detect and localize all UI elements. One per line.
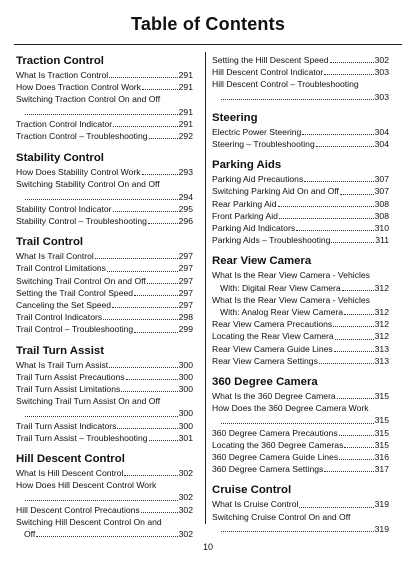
toc-page-number: 304 [374, 139, 389, 150]
section-heading: Cruise Control [212, 484, 292, 497]
toc-entry[interactable] [16, 395, 193, 419]
toc-page-number: 313 [374, 355, 389, 366]
dot-leader [25, 416, 178, 417]
toc-section [212, 375, 389, 475]
dot-leader [124, 475, 177, 476]
toc-entry[interactable] [16, 383, 193, 395]
dot-leader [113, 126, 177, 127]
dot-leader [324, 74, 373, 75]
toc-entry[interactable] [16, 118, 193, 130]
dot-leader [330, 62, 374, 63]
toc-entry-text: Trail Turn Assist – Troubleshooting [16, 432, 148, 443]
toc-entry[interactable] [212, 66, 389, 78]
toc-entry-text: Locating the Rear View Camera [212, 331, 334, 342]
toc-entry-line2 [16, 528, 193, 540]
toc-entry[interactable] [212, 198, 389, 210]
toc-entry[interactable] [212, 355, 389, 367]
toc-section [16, 344, 193, 444]
toc-entry-line2 [212, 91, 389, 103]
toc-entry[interactable] [212, 54, 389, 66]
toc-entry-text: Parking Aid Indicators [212, 223, 296, 234]
dot-leader [149, 138, 178, 139]
toc-page-number: 319 [374, 523, 389, 534]
dot-leader [141, 512, 178, 513]
toc-entry-text: Trail Control Limitations [16, 263, 106, 274]
toc-entry-text: Trail Turn Assist Indicators [16, 420, 117, 431]
dot-leader [302, 134, 373, 135]
toc-entry-line2 [16, 491, 193, 503]
toc-entry-text-cont: With: Analog Rear View Camera [220, 307, 344, 318]
toc-entry-text: What Is Traction Control [16, 70, 109, 80]
toc-entry-line2 [212, 414, 389, 426]
toc-entry-text: What Is Trail Turn Assist [16, 359, 109, 370]
dot-leader [342, 290, 374, 291]
toc-entry-line2 [212, 306, 389, 318]
toc-page-number: 315 [374, 415, 389, 426]
toc-page-number: 297 [178, 300, 193, 311]
dot-leader [109, 367, 177, 368]
dot-leader [344, 447, 373, 448]
toc-page-number: 302 [178, 492, 193, 503]
dot-leader [25, 114, 178, 115]
dot-leader [221, 99, 374, 100]
dot-leader [335, 339, 374, 340]
dot-leader [142, 174, 178, 175]
toc-entry[interactable] [16, 178, 193, 202]
toc-entry-text: Trail Turn Assist Limitations [16, 384, 121, 395]
toc-entry[interactable] [212, 126, 389, 138]
toc-page-number: 313 [374, 343, 389, 354]
toc-entry-line2 [16, 191, 193, 203]
toc-entry-text: Traction Control Indicator [16, 118, 113, 129]
toc-entry-text: Rear View Camera Settings [212, 355, 318, 366]
toc-page-number: 302 [374, 55, 389, 65]
toc-page-number: 300 [178, 384, 193, 395]
toc-page-number: 315 [374, 427, 389, 438]
toc-page-number: 308 [374, 210, 389, 221]
dot-leader [334, 351, 374, 352]
toc-entry[interactable] [16, 215, 193, 227]
toc-left-column [16, 54, 193, 540]
dot-leader [278, 206, 374, 207]
toc-entry-text: 360 Degree Camera Settings [212, 464, 324, 475]
dot-leader [121, 391, 177, 392]
toc-entry[interactable] [212, 138, 389, 150]
dot-leader [304, 181, 373, 182]
dot-leader [324, 471, 373, 472]
toc-page-number: 297 [178, 251, 193, 262]
toc-entry-text: How Does Hill Descent Control Work [16, 480, 157, 491]
section-heading: Rear View Camera [212, 255, 312, 268]
dot-leader [113, 211, 178, 212]
toc-entry-text: What Is Cruise Control [212, 499, 299, 510]
toc-entry-text: Stability Control – Troubleshooting [16, 216, 147, 227]
toc-page-number: 302 [178, 529, 193, 540]
toc-entry-text: Switching Trail Turn Assist On and Off [16, 396, 161, 407]
toc-entry[interactable] [212, 511, 389, 535]
toc-entry[interactable] [16, 130, 193, 142]
toc-page-number: 291 [178, 106, 193, 117]
section-heading: Trail Control [16, 236, 84, 249]
toc-section [16, 151, 193, 227]
toc-page-number: 298 [178, 312, 193, 323]
dot-leader [134, 295, 178, 296]
toc-page-number: 315 [374, 439, 389, 450]
toc-entry[interactable] [16, 371, 193, 383]
toc-entry[interactable] [212, 427, 389, 439]
dot-leader [112, 307, 178, 308]
toc-entry[interactable] [212, 222, 389, 234]
toc-section [212, 54, 389, 103]
toc-entry[interactable] [212, 210, 389, 222]
toc-entry[interactable] [16, 275, 193, 287]
toc-page-number: 300 [178, 371, 193, 382]
toc-page-number: 300 [178, 420, 193, 431]
dot-leader [103, 319, 178, 320]
toc-entry-text: Trail Control – Troubleshooting [16, 324, 134, 335]
page-title: Table of Contents [130, 14, 286, 34]
toc-section [16, 54, 193, 142]
toc-entry-text: How Does Traction Control Work [16, 82, 141, 93]
dot-leader [126, 379, 178, 380]
toc-entry-text: What Is the Rear View Camera - Vehicles [212, 294, 370, 305]
dot-leader [148, 223, 178, 224]
toc-entry-text: Hill Descent Control Precautions [16, 504, 140, 515]
toc-entry[interactable] [16, 299, 193, 311]
toc-page-number: 319 [374, 499, 389, 510]
toc-entry[interactable] [212, 463, 389, 475]
toc-entry-text: Hill Descent Control – Troubleshooting [212, 79, 359, 90]
toc-entry-text: Switching Trail Control On and Off [16, 275, 146, 286]
toc-entry[interactable] [212, 234, 389, 246]
toc-entry-text-cont: With: Digital Rear View Camera [220, 282, 341, 293]
dot-leader [25, 500, 178, 501]
toc-entry[interactable] [16, 287, 193, 299]
toc-entry[interactable] [212, 343, 389, 355]
section-heading: Steering [212, 111, 258, 124]
page-number: 10 [202, 542, 213, 552]
toc-page-number: 308 [374, 198, 389, 209]
toc-entry-text: Front Parking Aid [212, 210, 278, 221]
toc-entry[interactable] [16, 250, 193, 262]
toc-entry[interactable] [212, 78, 389, 102]
toc-page-number: 303 [374, 91, 389, 102]
toc-entry-text: Switching Traction Control On and Off [16, 94, 161, 105]
toc-entry[interactable] [16, 81, 193, 93]
toc-section [16, 235, 193, 335]
toc-page-number: 303 [374, 67, 389, 78]
toc-entry-text: Stability Control Indicator [16, 203, 112, 214]
toc-entry-text: Steering – Troubleshooting [212, 139, 315, 150]
section-heading: Hill Descent Control [16, 453, 125, 466]
toc-page-number: 315 [374, 391, 389, 402]
toc-entry-text: Rear Parking Aid [212, 198, 277, 209]
toc-entry-text: How Does Stability Control Work [16, 167, 141, 178]
section-heading: Stability Control [16, 152, 104, 165]
toc-page-number: 307 [374, 174, 389, 185]
toc-entry-line2 [212, 282, 389, 294]
dot-leader [337, 398, 374, 399]
toc-entry-text: Canceling the Set Speed [16, 300, 112, 311]
dot-leader [134, 332, 177, 333]
dot-leader [340, 194, 374, 195]
toc-entry-text: 360 Degree Camera Precautions [212, 427, 338, 438]
toc-page-number: 295 [178, 203, 193, 214]
toc-entry[interactable] [212, 318, 389, 330]
dot-leader [319, 363, 374, 364]
toc-page-number: 312 [374, 307, 389, 318]
toc-page-number: 291 [178, 118, 193, 129]
dot-leader [107, 271, 178, 272]
toc-page-number: 293 [178, 167, 193, 178]
toc-entry[interactable] [212, 294, 389, 318]
dot-leader [344, 314, 374, 315]
toc-section [212, 111, 389, 150]
toc-entry[interactable] [16, 359, 193, 371]
toc-section [212, 483, 389, 535]
title-divider [14, 44, 402, 45]
dot-leader [117, 428, 177, 429]
toc-entry[interactable] [16, 432, 193, 444]
toc-entry-text: 360 Degree Camera Guide Lines [212, 452, 339, 463]
toc-entry-text: Rear View Camera Guide Lines [212, 343, 333, 354]
toc-page-number: 312 [374, 282, 389, 293]
toc-entry-text: Traction Control – Troubleshooting [16, 131, 148, 142]
toc-entry-text: What Is the 360 Degree Camera [212, 391, 336, 402]
dot-leader [339, 435, 374, 436]
toc-entry-text: What Is Trail Control [16, 251, 94, 262]
toc-entry[interactable] [16, 262, 193, 274]
toc-page-number: 297 [178, 263, 193, 274]
toc-page-number: 304 [374, 126, 389, 137]
toc-entry[interactable] [16, 420, 193, 432]
toc-entry[interactable] [16, 323, 193, 335]
toc-entry[interactable] [212, 451, 389, 463]
dot-leader [316, 146, 374, 147]
toc-entry-text: Rear View Camera Precautions [212, 319, 333, 330]
toc-entry-text: Switching Stability Control On and Off [16, 179, 160, 190]
section-heading: 360 Degree Camera [212, 376, 318, 389]
toc-page-number: 299 [178, 324, 193, 335]
dot-leader [299, 507, 373, 508]
toc-entry[interactable] [16, 479, 193, 503]
toc-page-number: 297 [178, 275, 193, 286]
toc-page-number: 307 [374, 186, 389, 197]
toc-entry-text: Setting the Hill Descent Speed [212, 55, 329, 65]
dot-leader [147, 283, 178, 284]
toc-page-number: 296 [178, 216, 193, 227]
toc-entry[interactable] [212, 390, 389, 402]
toc-page-number: 310 [374, 223, 389, 234]
toc-entry-text: Setting the Trail Control Speed [16, 287, 134, 298]
toc-entry-text: Switching Hill Descent Control On and [16, 516, 162, 527]
dot-leader [339, 459, 374, 460]
toc-entry[interactable] [16, 69, 193, 81]
dot-leader [142, 89, 178, 90]
toc-entry-text: Trail Turn Assist Precautions [16, 371, 125, 382]
toc-page-number: 300 [178, 408, 193, 419]
toc-page-number: 291 [178, 82, 193, 93]
toc-entry[interactable] [16, 311, 193, 323]
toc-entry-text: Trail Control Indicators [16, 312, 103, 323]
toc-entry[interactable] [212, 173, 389, 185]
toc-section [212, 158, 389, 246]
toc-entry-text: What Is the Rear View Camera - Vehicles [212, 270, 370, 281]
toc-page-number: 312 [374, 331, 389, 342]
toc-entry-text: Switching Cruise Control On and Off [212, 511, 351, 522]
column-divider [205, 52, 206, 524]
toc-entry[interactable] [16, 93, 193, 117]
toc-page-number: 316 [374, 452, 389, 463]
dot-leader [109, 77, 177, 78]
toc-entry[interactable] [16, 516, 193, 540]
toc-entry-text: What Is Hill Descent Control [16, 468, 124, 479]
toc-page-number: 317 [374, 464, 389, 475]
toc-entry-text: Switching Parking Aid On and Off [212, 186, 339, 197]
dot-leader [95, 258, 178, 259]
toc-entry-text: How Does the 360 Degree Camera Work [212, 403, 369, 414]
toc-entry[interactable] [212, 402, 389, 426]
dot-leader [296, 230, 374, 231]
toc-entry-line2 [16, 407, 193, 419]
toc-entry[interactable] [212, 439, 389, 451]
toc-page-number: 311 [375, 235, 389, 246]
toc-entry[interactable] [16, 504, 193, 516]
toc-page-number: 302 [178, 468, 193, 479]
toc-entry-text: Hill Descent Control Indicator [212, 67, 324, 78]
dot-leader [279, 218, 374, 219]
toc-page-number: 300 [178, 359, 193, 370]
dot-leader [333, 326, 373, 327]
toc-entry-text: Parking Aids – Troubleshooting [212, 235, 331, 246]
toc-section [16, 452, 193, 540]
section-heading: Trail Turn Assist [16, 344, 104, 357]
toc-page-number: 297 [178, 287, 193, 298]
toc-right-column [212, 54, 389, 535]
toc-entry[interactable] [212, 185, 389, 197]
toc-entry[interactable] [212, 330, 389, 342]
dot-leader [149, 440, 178, 441]
toc-entry[interactable] [16, 203, 193, 215]
toc-entry[interactable] [16, 467, 193, 479]
toc-entry-text: Locating the 360 Degree Cameras [212, 439, 344, 450]
section-heading: Traction Control [16, 55, 104, 67]
toc-entry-text-cont: Off [24, 529, 36, 540]
dot-leader [36, 536, 177, 537]
toc-entry[interactable] [16, 166, 193, 178]
toc-page-number: 312 [374, 319, 389, 330]
toc-page-number: 302 [178, 504, 193, 515]
toc-page-number: 301 [178, 432, 193, 443]
toc-entry[interactable] [212, 498, 389, 510]
toc-entry-line2 [212, 523, 389, 535]
dot-leader [221, 531, 374, 532]
section-heading: Parking Aids [212, 159, 282, 172]
toc-entry-text: Parking Aid Precautions [212, 174, 304, 185]
dot-leader [25, 199, 178, 200]
dot-leader [331, 242, 374, 243]
dot-leader [221, 423, 374, 424]
toc-page-number: 292 [178, 131, 193, 142]
toc-section [212, 254, 389, 367]
toc-entry[interactable] [212, 269, 389, 293]
toc-entry-line2 [16, 106, 193, 118]
toc-page-number: 291 [178, 70, 193, 80]
toc-page-number: 294 [178, 191, 193, 202]
toc-entry-text: Electric Power Steering [212, 126, 302, 137]
